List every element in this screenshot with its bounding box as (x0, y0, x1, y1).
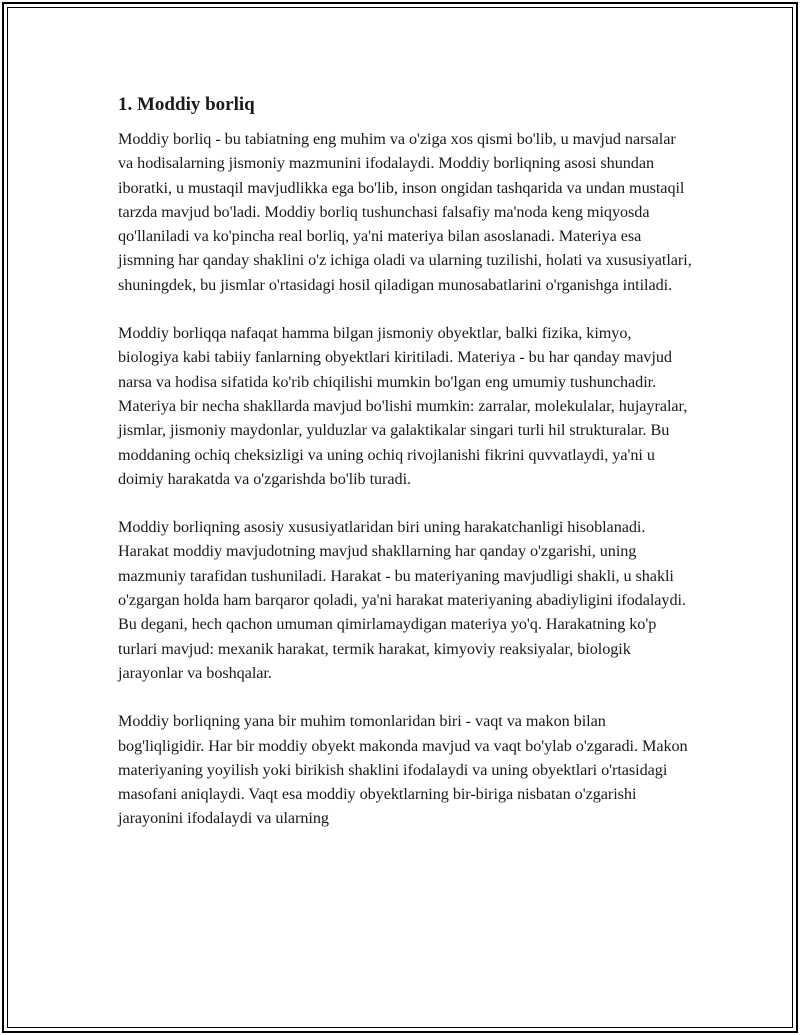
section-heading: 1. Moddiy borliq (118, 94, 255, 115)
paragraph-3: Moddiy borliqning asosiy xususiyatlaridan biri uning harakatchanligi hisoblanadi. Harakat moddiy mavjudotning mavjud shakllarning har qanday o'zgarishi, uning mazmuniy tarafidan tushuniladi. Harakat - bu materiyaning mavjudligi shakli, u shakli o'zgargan holda ham barqaror qoladi, ya'ni harakat materiyaning abadiyligini ifodalaydi. Bu degani, hech qachon umuman qimirlamaydigan materiya yo'q. Harakatning ko'p turlari mavjud: mexanik harakat, termik harakat, kimyoviy reaksiyalar, biologik jarayonlar va boshqalar. (118, 518, 686, 682)
paragraph-2: Moddiy borliqqa nafaqat hamma bilgan jismoniy obyektlar, balki fizika, kimyo, biologiya kabi tabiiy fanlarning obyektlari kiritiladi. Materiya - bu har qanday mavjud narsa va hodisa sifatida ko'rib chiqilishi mumkin bo'lgan eng umumiy tushunchadir. Materiya bir necha shakllarda mavjud bo'lishi mumkin: zarralar, molekulalar, hujayralar, jismlar, jismoniy maydonlar, yulduzlar va galaktikalar singari turli hil strukturalar. Bu moddaning ochiq cheksizligi va uning ochiq rivojlanishi fikrini quvvatlaydi, ya'ni u doimiy harakatda va o'zgarishda bo'lib turadi. (118, 324, 688, 488)
document-body (118, 93, 693, 855)
paragraph-4: Moddiy borliqning yana bir muhim tomonlaridan biri - vaqt va makon bilan bog'liqligidir. Har bir moddiy obyekt makonda mavjud va vaqt bo'ylab o'zgaradi. Makon materiyaning yoyilish yoki birikish shaklini ifodalaydi va uning obyektlari o'rtasidagi masofani aniqlaydi. Vaqt esa moddiy obyektlarning bir-biriga nisbatan o'zgarishi jarayonini ifodalaydi va ularning (118, 712, 688, 828)
paragraph-1: Moddiy borliq - bu tabiatning eng muhim va o'ziga xos qismi bo'lib, u mavjud narsalar va hodisalarning jismoniy mazmunini ifodalaydi. Moddiy borliqning asosi shundan iboratki, u mustaqil mavjudlikka ega bo'lib, inson ongidan tashqarida va undan mustaqil tarzda mavjud bo'ladi. Moddiy borliq tushunchasi falsafiy ma'noda keng miqyosda qo'llaniladi va ko'pincha real borliq, ya'ni materiya bilan asoslanadi. Materiya esa jismning har qanday shaklini o'z ichiga oladi va ularning tuzilishi, holati va xususiyatlari, shuningdek, bu jismlar o'rtasidagi hosil qiladigan munosabatlarini o'rganishga intiladi. (118, 130, 692, 294)
